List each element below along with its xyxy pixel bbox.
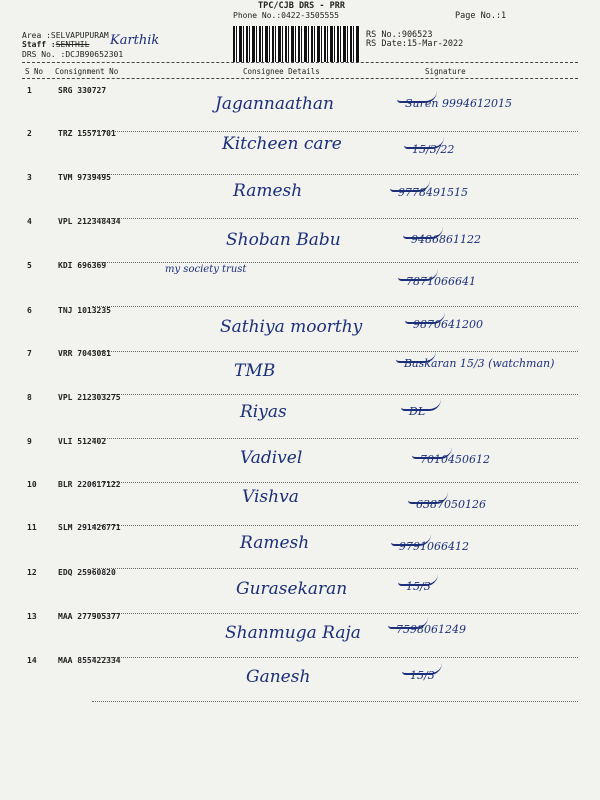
column-divider bbox=[22, 78, 578, 79]
signature-stroke bbox=[388, 617, 428, 629]
signature: Suren 9994612015 bbox=[405, 97, 512, 110]
signature-stroke bbox=[403, 227, 443, 239]
serial-number: 8 bbox=[27, 393, 32, 402]
consignee-name: Shanmuga Raja bbox=[225, 623, 361, 643]
consignment-number: EDQ 25960820 bbox=[58, 568, 116, 577]
staff bbox=[22, 40, 89, 49]
serial-number: 10 bbox=[27, 480, 37, 489]
serial-number: 14 bbox=[27, 656, 37, 665]
list-item bbox=[22, 393, 578, 439]
signature-stroke bbox=[404, 137, 444, 149]
consignment-number: TNJ 1013235 bbox=[58, 306, 111, 315]
consignee-name: Jagannaathan bbox=[215, 94, 334, 114]
signature: Baskaran 15/3 (watchman) bbox=[404, 357, 555, 370]
list-item bbox=[22, 349, 578, 395]
serial-number: 12 bbox=[27, 568, 37, 577]
list-item bbox=[22, 306, 578, 352]
list-item bbox=[22, 173, 578, 219]
serial-number: 5 bbox=[27, 261, 32, 270]
list-item bbox=[22, 568, 578, 614]
consignment-number: TVM 9739495 bbox=[58, 173, 111, 182]
column-signature: Signature bbox=[425, 67, 466, 76]
consignment-number: SRG 330727 bbox=[58, 86, 107, 95]
rs-number: RS No.:906523 bbox=[366, 30, 433, 40]
signature-stroke bbox=[396, 351, 436, 363]
consignment-number: VLI 512402 bbox=[58, 437, 107, 446]
list-item bbox=[22, 261, 578, 307]
consignee-name: Riyas bbox=[240, 402, 287, 422]
consignment-number: MAA 277905377 bbox=[58, 612, 121, 621]
column-consignee: Consignee Details bbox=[243, 67, 320, 76]
consignee-name: Vadivel bbox=[240, 448, 303, 468]
consignment-number: BLR 220617122 bbox=[58, 480, 121, 489]
consignment-number: MAA 855422334 bbox=[58, 656, 121, 665]
signature-stroke bbox=[401, 399, 441, 411]
column-sno: S No bbox=[25, 67, 44, 76]
serial-number: 3 bbox=[27, 173, 32, 182]
list-item bbox=[22, 129, 578, 175]
list-item bbox=[22, 480, 578, 526]
area: Area :SELVAPUPURAM bbox=[22, 31, 109, 40]
column-consignment: Consignment No bbox=[55, 67, 119, 76]
signature: 9778491515 bbox=[398, 186, 468, 199]
signature: 9486861122 bbox=[411, 233, 481, 246]
staff-handwritten-name: Karthik bbox=[110, 33, 160, 48]
document-title: TPC/CJB DRS - PRR bbox=[258, 1, 345, 11]
consignee-name: Sathiya moorthy bbox=[220, 317, 363, 337]
signature: 6387050126 bbox=[416, 498, 486, 511]
consignee-name: Shoban Babu bbox=[226, 230, 341, 250]
signature-stroke bbox=[408, 492, 448, 504]
serial-number: 1 bbox=[27, 86, 32, 95]
consignee-name: Ramesh bbox=[240, 533, 310, 553]
header-divider bbox=[22, 62, 578, 63]
signature-stroke bbox=[398, 574, 438, 586]
serial-number: 13 bbox=[27, 612, 37, 621]
serial-number: 4 bbox=[27, 217, 32, 226]
signature-stroke bbox=[412, 447, 452, 459]
serial-number: 2 bbox=[27, 129, 32, 138]
list-item bbox=[22, 217, 578, 263]
serial-number: 7 bbox=[27, 349, 32, 358]
signature: 7598061249 bbox=[396, 623, 466, 636]
signature-stroke bbox=[398, 269, 438, 281]
consignment-number: VRR 7043081 bbox=[58, 349, 111, 358]
consignee-name: Ganesh bbox=[246, 667, 311, 687]
list-item bbox=[22, 437, 578, 483]
consignee-name: Ramesh bbox=[233, 181, 303, 201]
serial-number: 9 bbox=[27, 437, 32, 446]
row-divider bbox=[92, 701, 578, 702]
signature-stroke bbox=[402, 663, 442, 675]
consignee-name: Vishva bbox=[242, 487, 299, 507]
consignment-number: TRZ 15571701 bbox=[58, 129, 116, 138]
consignment-number: VPL 212303275 bbox=[58, 393, 121, 402]
signature: 9870641200 bbox=[413, 318, 483, 331]
staff-printed-name: SENTHIL bbox=[55, 40, 90, 49]
signature: 15/3 bbox=[410, 669, 435, 682]
staff-label: Staff : bbox=[22, 40, 56, 49]
list-item bbox=[22, 86, 578, 132]
serial-number: 6 bbox=[27, 306, 32, 315]
list-item bbox=[22, 656, 578, 702]
consignment-number: VPL 212348434 bbox=[58, 217, 121, 226]
serial-number: 11 bbox=[27, 523, 37, 532]
list-item bbox=[22, 523, 578, 569]
consignee-name: TMB bbox=[234, 361, 276, 381]
drs-number: DRS No. :DCJB90652301 bbox=[22, 50, 124, 59]
consignee-name: my society trust bbox=[165, 264, 247, 275]
list-item bbox=[22, 612, 578, 658]
consignee-name: Kitcheen care bbox=[222, 134, 342, 154]
signature: 7871066641 bbox=[406, 275, 476, 288]
rs-date: RS Date:15-Mar-2022 bbox=[366, 39, 464, 49]
phone-number: Phone No.:0422-3505555 bbox=[233, 11, 339, 20]
signature: 9791066412 bbox=[399, 540, 469, 553]
barcode bbox=[233, 26, 360, 62]
signature: 15/3/22 bbox=[412, 143, 455, 156]
consignment-number: KDI 696369 bbox=[58, 261, 107, 270]
consignment-number: SLM 291426771 bbox=[58, 523, 121, 532]
signature: DL bbox=[409, 405, 426, 418]
signature-stroke bbox=[391, 534, 431, 546]
signature: 7010450612 bbox=[420, 453, 490, 466]
consignee-name: Gurasekaran bbox=[236, 579, 348, 599]
signature-stroke bbox=[397, 91, 437, 103]
signature-stroke bbox=[405, 312, 445, 324]
signature: 15/3 bbox=[406, 580, 431, 593]
page-number: Page No.:1 bbox=[455, 11, 507, 21]
signature-stroke bbox=[390, 180, 430, 192]
